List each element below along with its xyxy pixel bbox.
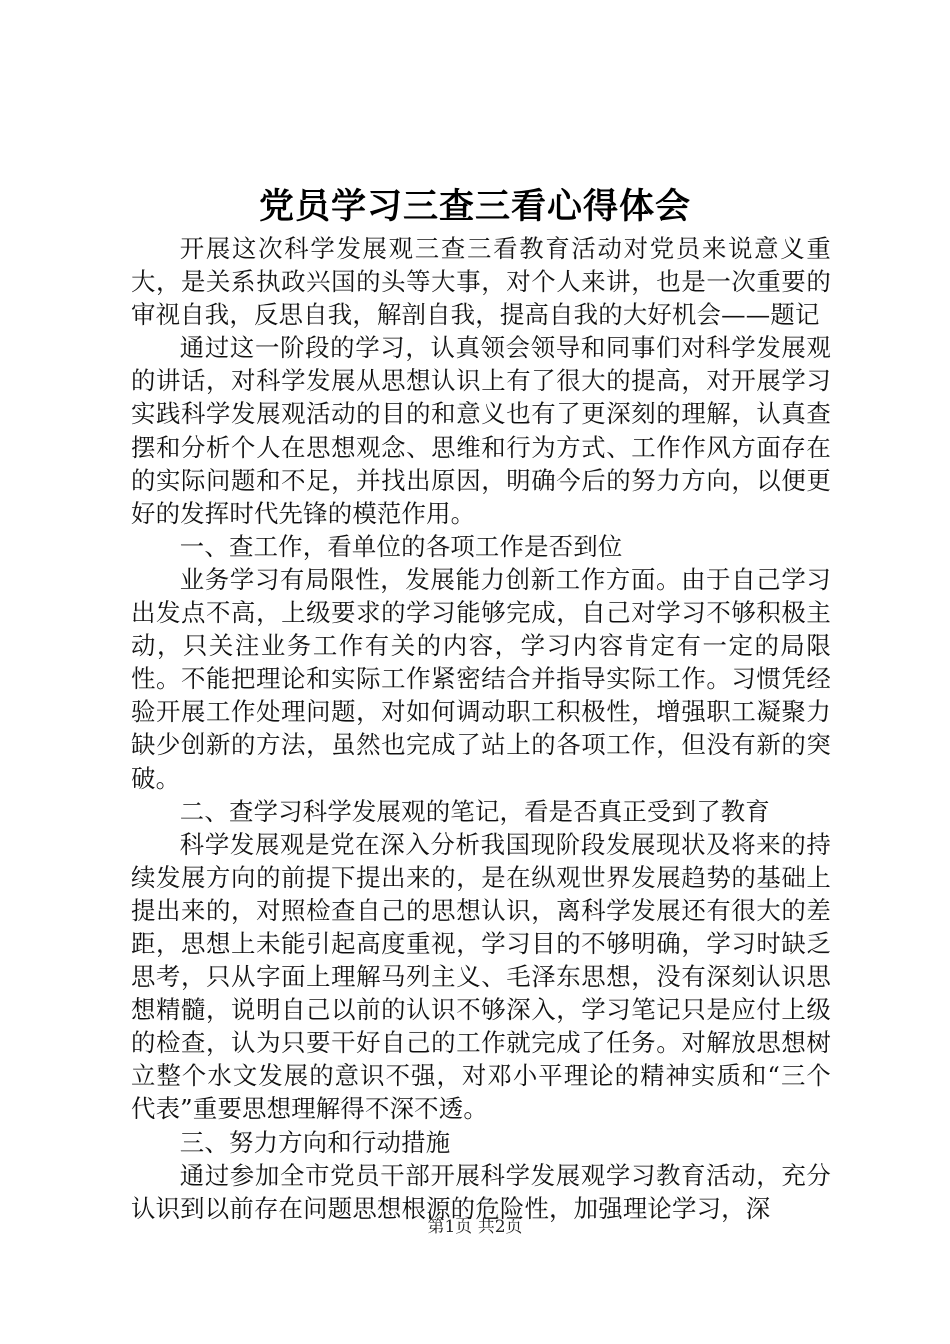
- document-body: [131, 232, 831, 1225]
- section-heading-3: 三、努力方向和行动措施: [179, 1127, 451, 1157]
- section-heading-1: 一、查工作，看单位的各项工作是否到位: [179, 531, 623, 561]
- body-paragraph: 通过这一阶段的学习，认真领会领导和同事们对科学发展观的讲话，对科学发展从思想认识上有了很大的提高，对开展学习实践科学发展观活动的目的和意义也有了更深刻的理解，认真查摆和分析个人在思想观念、思维和行为方式、工作作风方面存在的实际问题和不足，并找出原因，明确今后的努力方向，以便更好的发挥时代先锋的模范作用。: [131, 333, 831, 528]
- intro-paragraph: 开展这次科学发展观三查三看教育活动对党员来说意义重大，是关系执政兴国的头等大事，对个人来讲，也是一次重要的审视自我，反思自我，解剖自我，提高自我的大好机会——题记: [131, 234, 831, 330]
- body-paragraph: 科学发展观是党在深入分析我国现阶段发展现状及将来的持续发展方向的前提下提出来的，是在纵观世界发展趋势的基础上提出来的，对照检查自己的思想认识，离科学发展还有很大的差距，思想上未能引起高度重视，学习目的不够明确，学习时缺乏思考，只从字面上理解马列主义、毛泽东思想，没有深刻认识思想精髓，说明自己以前的认识不够深入，学习笔记只是应付上级的检查，认为只要干好自己的工作就完成了任务。对解放思想树立整个水文发展的意识不强，对邓小平理论的精神实质和“三个代表”重要思想理解得不深不透。: [131, 829, 831, 1124]
- section-heading-2: 二、查学习科学发展观的笔记，看是否真正受到了教育: [179, 796, 770, 826]
- body-paragraph: 通过参加全市党员干部开展科学发展观学习教育活动，充分认识到以前存在问题思想根源的危险性，加强理论学习，深: [131, 1160, 831, 1223]
- page-number-footer: 第1页 共2页: [427, 1217, 523, 1237]
- body-paragraph: 业务学习有局限性，发展能力创新工作方面。由于自己学习出发点不高，上级要求的学习能够完成，自己对学习不够积极主动，只关注业务工作有关的内容，学习内容肯定有一定的局限性。不能把理论和实际工作紧密结合并指导实际工作。习惯凭经验开展工作处理问题，对如何调动职工积极性，增强职工凝聚力缺少创新的方法，虽然也完成了站上的各项工作，但没有新的突破。: [131, 564, 831, 793]
- document-title: 党员学习三查三看心得体会: [258, 186, 691, 227]
